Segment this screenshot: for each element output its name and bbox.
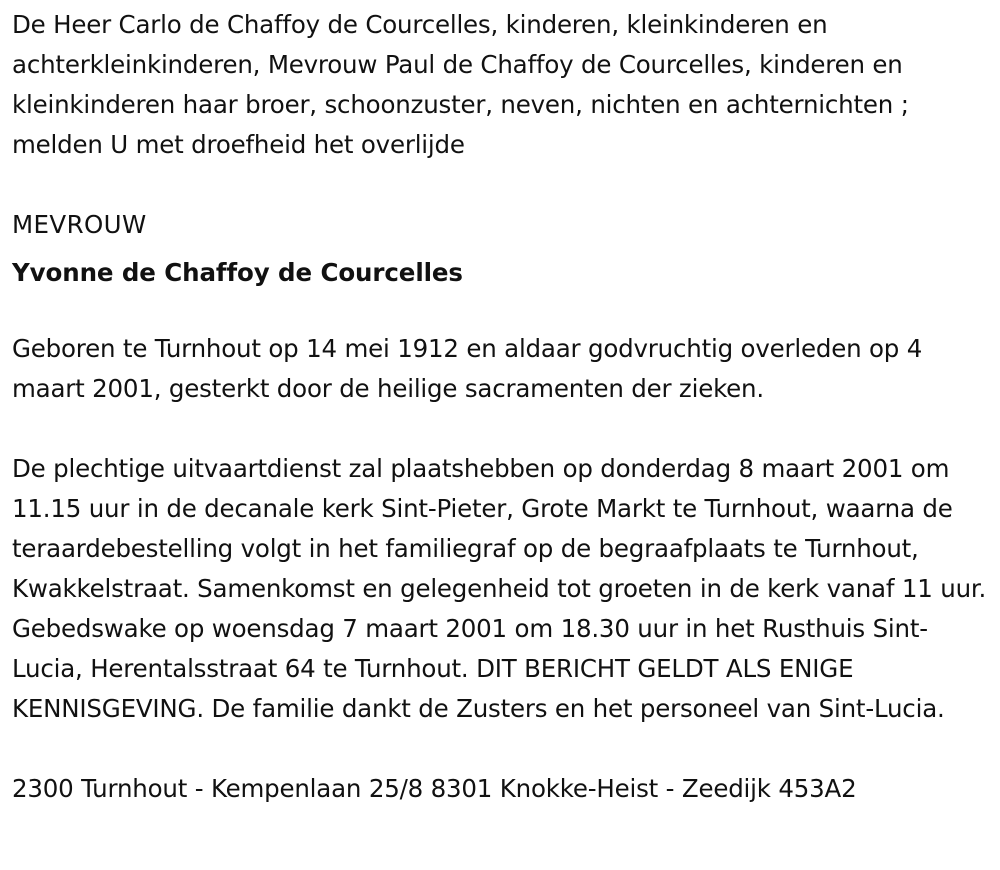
deceased-name: Yvonne de Chaffoy de Courcelles [12, 258, 463, 287]
spacer [12, 409, 992, 449]
birth-death-paragraph: Geboren te Turnhout op 14 mei 1912 en aldaar godvruchtig overleden op 4 maart 2001, gesterkt door de heilige sacramenten der zieken. [12, 334, 923, 403]
intro-paragraph: De Heer Carlo de Chaffoy de Courcelles, kinderen, kleinkinderen en achterkleinkinderen, Mevrouw Paul de Chaffoy de Courcelles, kinderen en kleinkinderen haar broer, schoonzuster, neven, nichten en achternichten ; melden U met droefheid het overlijde [12, 10, 909, 159]
addresses-line: 2300 Turnhout - Kempenlaan 25/8 8301 Knokke-Heist - Zeedijk 453A2 [12, 774, 857, 803]
funeral-details-paragraph: De plechtige uitvaartdienst zal plaatshebben op donderdag 8 maart 2001 om 11.15 uur in de decanale kerk Sint-Pieter, Grote Markt te Turnhout, waarna de teraardebestelling volgt in het familiegraf op de begraafplaats te Turnhout, Kwakkelstraat. Samenkomst en gelegenheid tot groeten in de kerk vanaf 11 uur. Gebedswake op woensdag 7 maart 2001 om 18.30 uur in het Rusthuis Sint-Lucia, Herentalsstraat 64 te Turnhout. DIT BERICHT GELDT ALS ENIGE KENNISGEVING. De familie dankt de Zusters en het personeel van Sint-Lucia. [12, 454, 987, 723]
death-notice [12, 5, 992, 809]
title-label: MEVROUW [12, 210, 147, 239]
spacer [12, 301, 992, 329]
spacer [12, 729, 992, 769]
spacer [12, 165, 992, 205]
